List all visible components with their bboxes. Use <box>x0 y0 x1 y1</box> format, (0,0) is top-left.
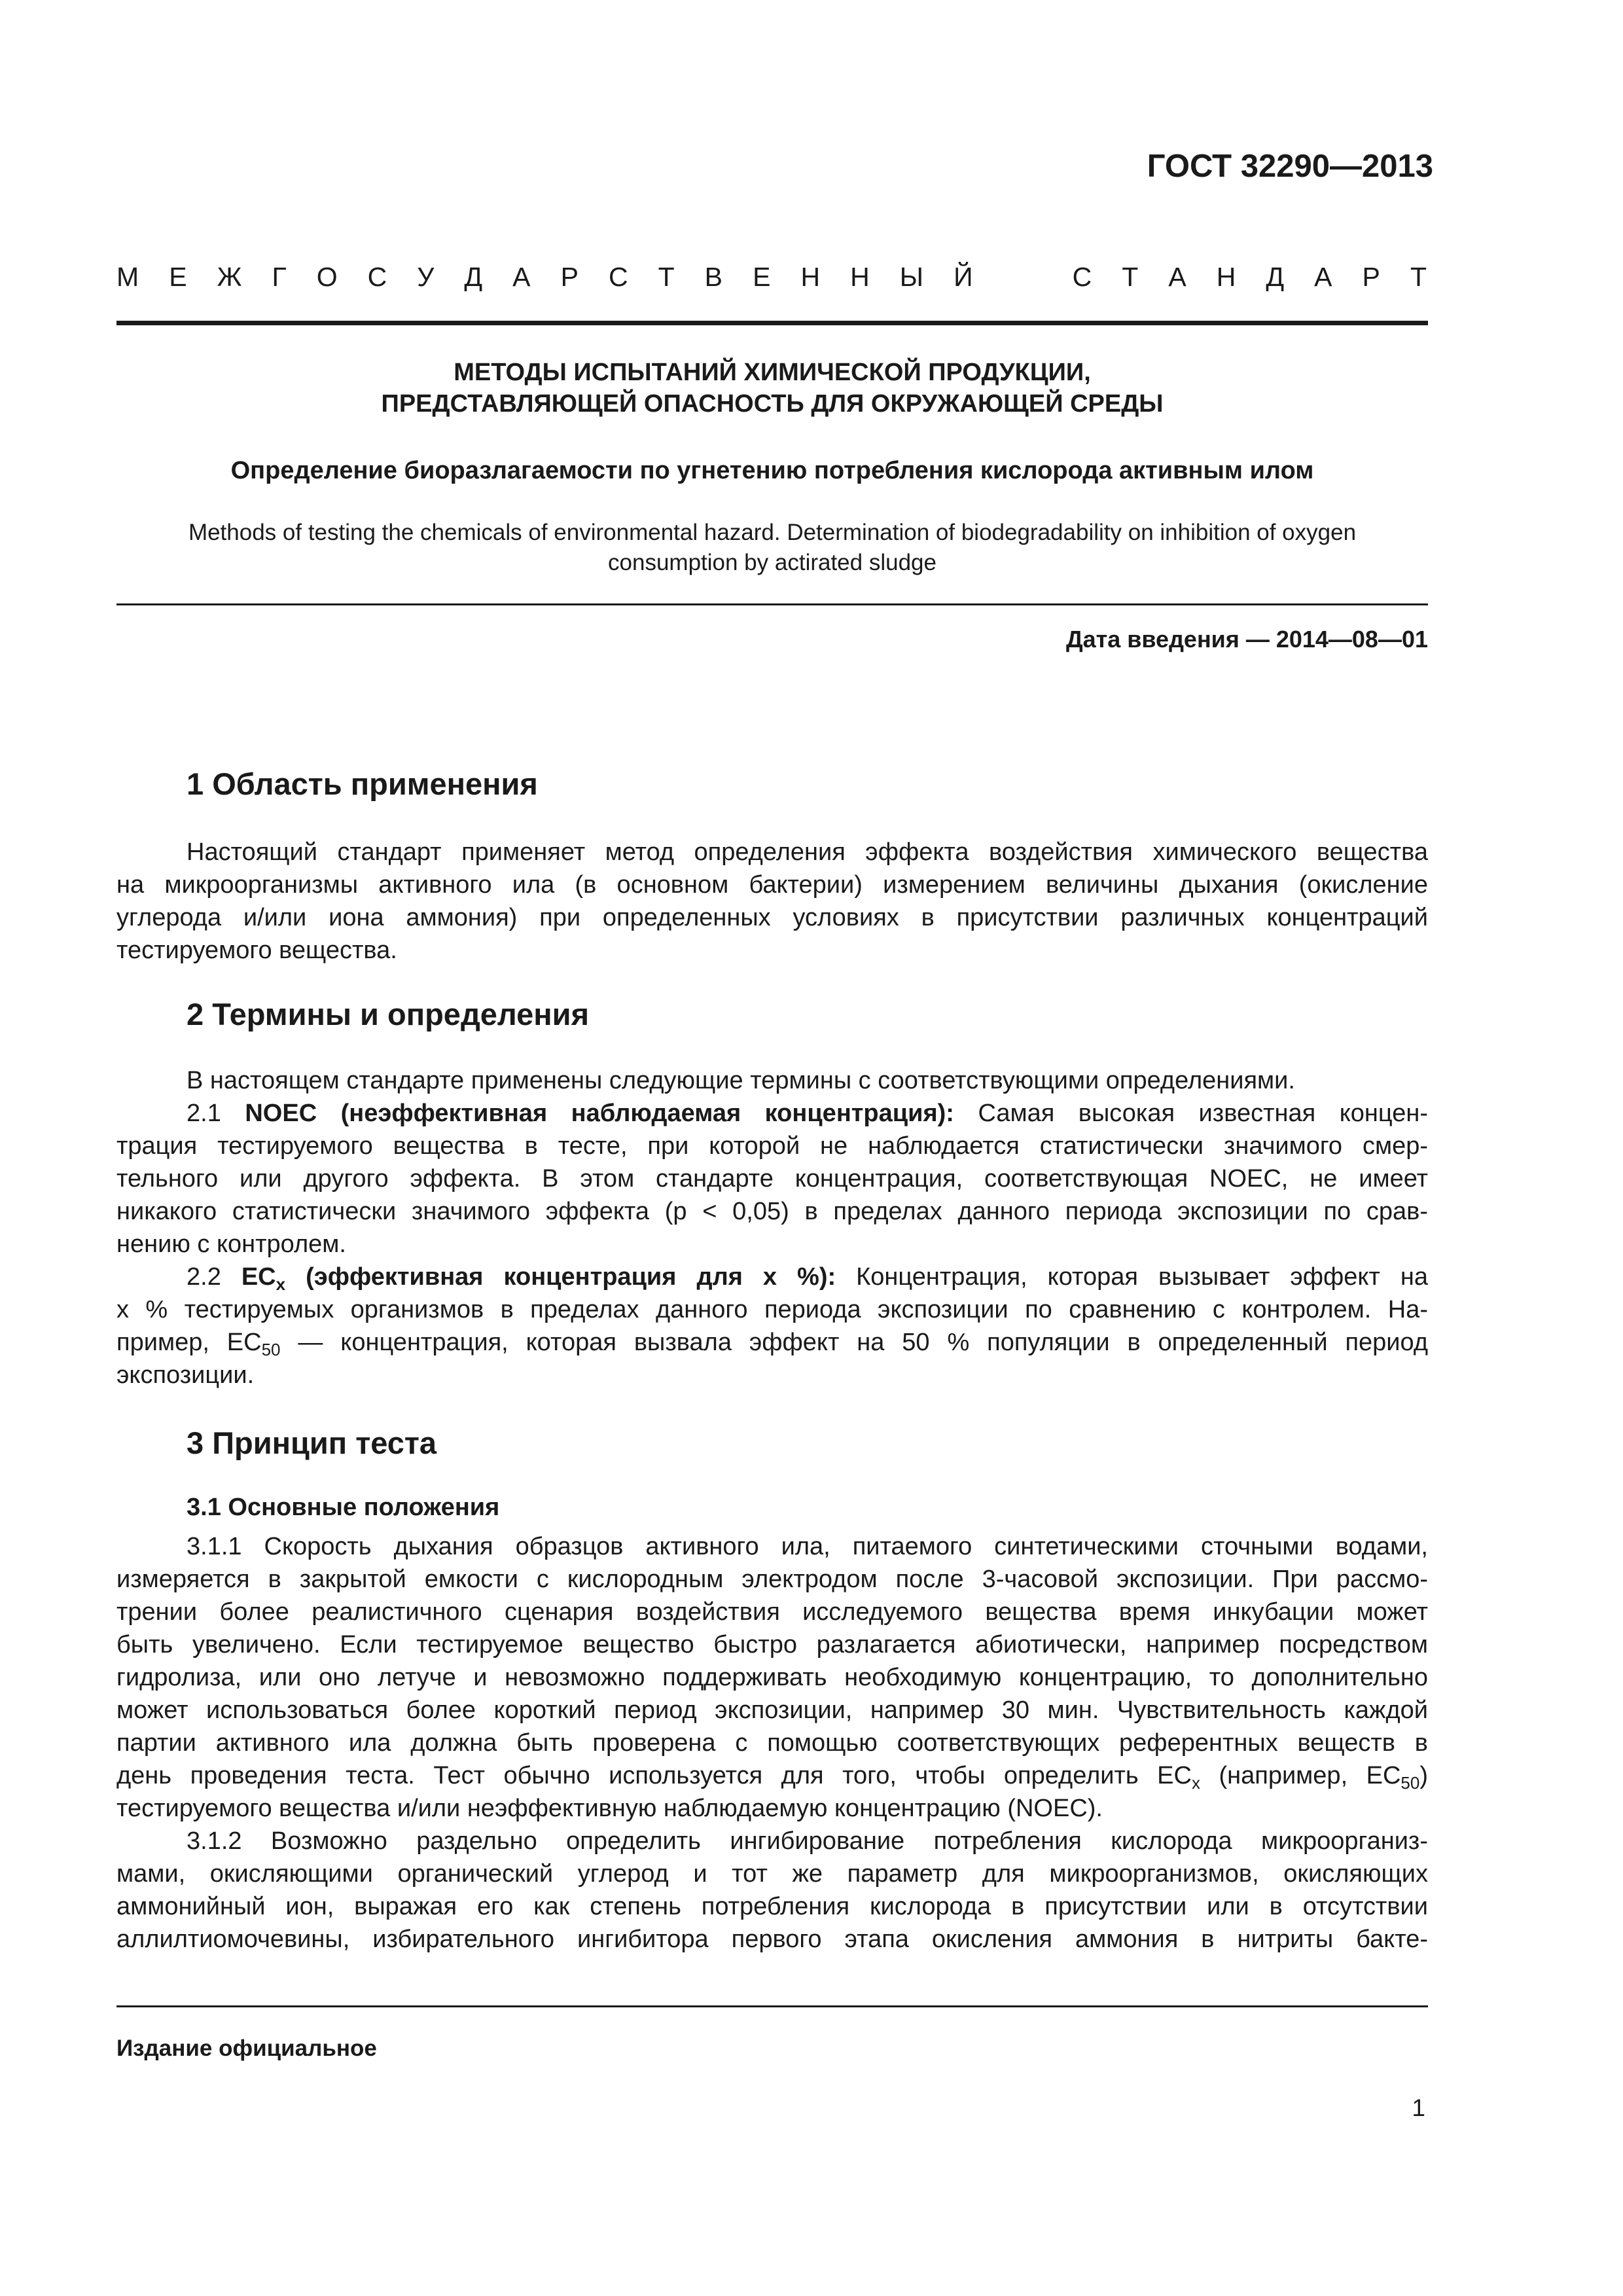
title-divider <box>116 603 1428 605</box>
spaced-letter: Д <box>464 262 483 292</box>
text-line: на микроорганизмы активного ила (в основном бактерии) измерением величины дыхания (окисление <box>116 871 1428 899</box>
interstate-standard-label <box>116 262 1427 293</box>
text-part: (например, EC <box>1200 1762 1401 1789</box>
term-definition: Концентрация, которая вызывает эффект на <box>836 1263 1429 1291</box>
spaced-letter: А <box>1314 262 1332 292</box>
spaced-letter: М <box>116 262 139 292</box>
header-divider <box>116 321 1428 325</box>
english-title-line-2: consumption by actirated sludge <box>608 550 936 575</box>
spaced-letter: Р <box>1362 262 1380 292</box>
spaced-letter: Д <box>1266 262 1285 292</box>
text-line: измеряется в закрытой емкости с кислородным электродом после 3-часовой экспозиции. При рассмо- <box>116 1566 1428 1593</box>
spaced-letter: С <box>1072 262 1092 292</box>
text-line: x % тестируемых организмов в пределах данного периода экспозиции по сравнению с контролем. На- <box>116 1296 1428 1323</box>
spaced-letter: У <box>417 262 435 292</box>
section-3-heading: 3 Принцип теста <box>187 1426 437 1460</box>
text-part: день проведения теста. Тест обычно используется для того, чтобы определить EC <box>116 1762 1192 1789</box>
spaced-letter: Ж <box>217 262 242 292</box>
spaced-letter: А <box>512 262 531 292</box>
term-2-2-line <box>116 1261 1428 1293</box>
term-number: 2.2 <box>187 1263 241 1291</box>
title-line-1: МЕТОДЫ ИСПЫТАНИЙ ХИМИЧЕСКОЙ ПРОДУКЦИИ, <box>454 359 1091 386</box>
text-line: углерода и/или иона аммония) при определенных условиях в присутствии различных концентраций <box>116 904 1428 931</box>
section-2-body <box>116 1064 1428 1391</box>
text-line: Настоящий стандарт применяет метод определения эффекта воздействия химического вещества <box>187 838 1428 866</box>
text-line: партии активного ила должна быть проверена с помощью соответствующих референтных веществ в <box>116 1729 1428 1757</box>
text-line: В настоящем стандарте применены следующие термины с соответствующими определениями. <box>187 1067 1295 1094</box>
text-line: трении более реалистичного сценария воздействия исследуемого вещества время инкубации может <box>116 1598 1428 1626</box>
text-line <box>116 1759 1428 1792</box>
spaced-letter: С <box>367 262 387 292</box>
text-line <box>116 1326 1428 1359</box>
term-part: (эффективная концентрация для x %): <box>285 1263 836 1291</box>
term-number: 2.1 <box>187 1100 245 1127</box>
section-1-body <box>116 836 1428 967</box>
spaced-letter: Т <box>1410 262 1427 292</box>
text-line: тестируемого вещества. <box>116 937 397 964</box>
introduction-date: Дата введения — 2014—08—01 <box>1065 626 1428 653</box>
text-line: гидролиза, или оно летуче и невозможно поддерживать необходимую концентрацию, то дополнительно <box>116 1664 1428 1691</box>
text-line: трация тестируемого вещества в тесте, при которой не наблюдается статистически значимого смер- <box>116 1132 1428 1160</box>
subscript: x <box>1191 1773 1200 1793</box>
text-line: может использоваться более короткий период экспозиции, например 30 мин. Чувствительность каждой <box>116 1696 1428 1724</box>
text-line: нению с контролем. <box>116 1230 346 1258</box>
footer-divider <box>116 2005 1428 2007</box>
section-1-heading: 1 Область применения <box>187 766 538 801</box>
text-line: 3.1.2 Возможно раздельно определить ингибирование потребления кислорода микроорганиз- <box>187 1827 1428 1855</box>
spaced-letter: Н <box>1216 262 1236 292</box>
text-line: аммонийный ион, выражая его как степень потребления кислорода в присутствии или в отсутствии <box>116 1893 1428 1920</box>
letter-gap <box>1003 262 1043 293</box>
term-part: EC <box>241 1263 276 1291</box>
document-code: ГОСТ 32290—2013 <box>1147 149 1433 184</box>
term-subscript: x <box>276 1274 286 1294</box>
term-name: NOEC (неэффективная наблюдаемая концентрация): <box>245 1100 954 1127</box>
spaced-letter: Т <box>1122 262 1139 292</box>
spaced-letter: Н <box>850 262 870 292</box>
spaced-letter: С <box>608 262 628 292</box>
spaced-letter: О <box>316 262 338 292</box>
text-line: никакого статистически значимого эффекта (р < 0,05) в пределах данного периода экспозиции по срав- <box>116 1198 1428 1225</box>
spaced-letter: Р <box>560 262 579 292</box>
term-2-1-line <box>116 1097 1428 1130</box>
text-line: тельного или другого эффекта. В этом стандарте концентрация, соответствующая NOEC, не имеет <box>116 1165 1428 1193</box>
spaced-letter: Г <box>272 262 287 292</box>
section-2-heading: 2 Термины и определения <box>187 997 589 1031</box>
text-part: ) <box>1419 1762 1428 1789</box>
subsection-3-1-heading: 3.1 Основные положения <box>187 1494 500 1521</box>
spaced-letter: Н <box>800 262 821 292</box>
section-3-body <box>116 1530 1428 1956</box>
official-edition-note: Издание официальное <box>116 2036 377 2061</box>
spaced-letter: Е <box>753 262 771 292</box>
text-part: пример, EC <box>116 1329 262 1356</box>
english-title-line-1: Methods of testing the chemicals of environmental hazard. Determination of biodegradability on inhibition of oxygen <box>188 520 1357 545</box>
spaced-letter: Т <box>658 262 675 292</box>
subtitle: Определение биоразлагаемости по угнетению потребления кислорода активным илом <box>230 457 1314 484</box>
term-definition: Самая высокая известная концен- <box>954 1100 1428 1127</box>
text-line: быть увеличено. Если тестируемое вещество быстро разлагается абиотически, например посредством <box>116 1631 1428 1659</box>
text-part: — концентрация, которая вызвала эффект на 50 % популяции в определенный период <box>280 1329 1428 1356</box>
spaced-letter: Ы <box>899 262 924 292</box>
text-line: мами, окисляющими органический углерод и тот же параметр для микроорганизмов, окисляющих <box>116 1860 1428 1888</box>
page-number: 1 <box>1412 2094 1425 2121</box>
subscript: 50 <box>1400 1773 1420 1793</box>
spaced-letter: А <box>1168 262 1186 292</box>
spaced-letter: Е <box>169 262 187 292</box>
spaced-letter: Й <box>954 262 973 292</box>
subscript: 50 <box>261 1340 281 1359</box>
title-line-2: ПРЕДСТАВЛЯЮЩЕЙ ОПАСНОСТЬ ДЛЯ ОКРУЖАЮЩЕЙ СРЕДЫ <box>381 390 1164 418</box>
text-line: 3.1.1 Скорость дыхания образцов активного ила, питаемого синтетическими сточными водами, <box>187 1533 1428 1560</box>
spaced-letter: В <box>704 262 723 292</box>
text-line: аллилтиомочевины, избирательного ингибитора первого этапа окисления аммония в нитриты бакте- <box>116 1926 1428 1953</box>
term-name <box>241 1263 836 1294</box>
text-line: тестируемого вещества и/или неэффективную наблюдаемую концентрацию (NOEC). <box>116 1795 1103 1822</box>
text-line: экспозиции. <box>116 1361 255 1389</box>
